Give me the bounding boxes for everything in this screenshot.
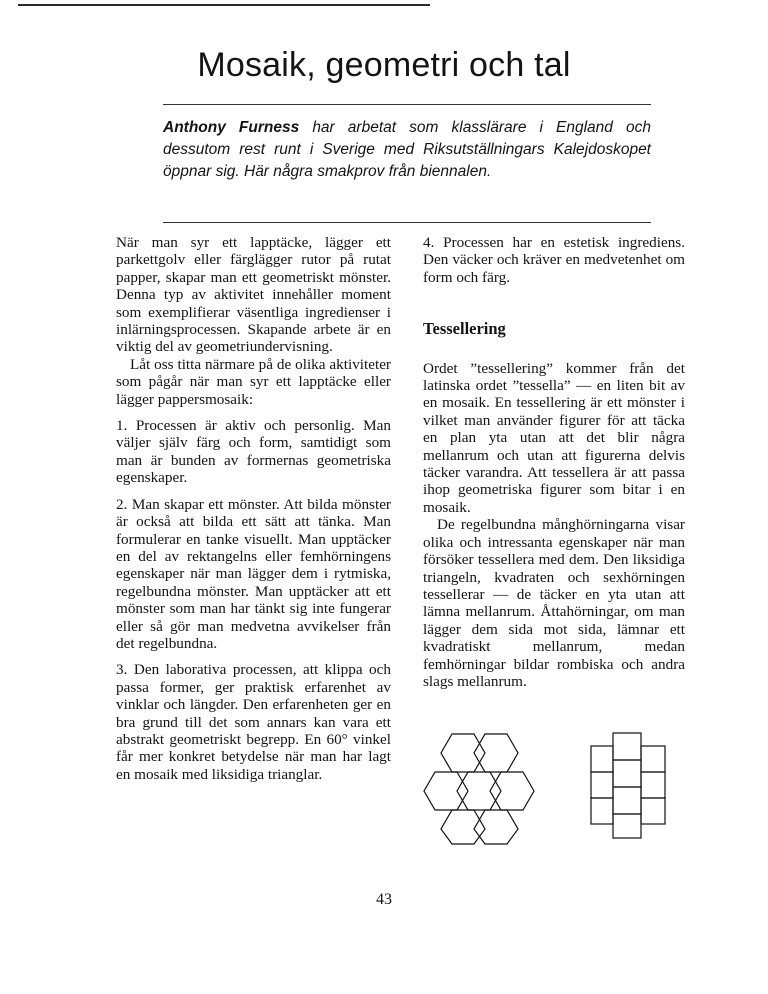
hexagon-tessellation-figure: [423, 730, 548, 846]
square-tile: [591, 746, 613, 772]
hexagon: [441, 734, 485, 772]
hexagon: [490, 772, 534, 810]
right-column: [423, 234, 685, 690]
square-tile: [613, 733, 641, 760]
square-tile: [591, 772, 613, 798]
square-tile: [641, 746, 665, 772]
square-tile: [641, 798, 665, 824]
intro-paragraph: [163, 117, 651, 183]
left-paragraph-2: Låt oss titta närmare på de olika aktiviteter som pågår när man syr ett lapptäcke eller lägger pappersmosaik:: [116, 355, 391, 408]
intro-bottom-rule: [163, 222, 651, 223]
list-item-3: 3. Den laborativa processen, att klippa och passa former, ger praktisk erfarenhet av vinklar och längder. Den erfarenheten ger en bra grund till det som annars kan vara ett abstrakt geometriskt begrepp. En 60° vinkel får mer konkret betydelse när man har lagt en mosaik med liksidiga trianglar.: [116, 661, 391, 783]
page-title: Mosaik, geometri och tal: [197, 46, 571, 84]
square-tile: [591, 798, 613, 824]
square-tile: [641, 772, 665, 798]
square-tile: [613, 814, 641, 838]
left-paragraph-1: När man syr ett lapptäcke, lägger ett parkettgolv eller färglägger rutor på rutat papper, skapar man ett geometriskt mönster. Denna typ av aktivitet innehåller moment som exemplifierar väsentliga ingredienser i inlärningsprocessen. Skapande arbete är en viktig del av geometriundervisning.: [116, 234, 391, 356]
square-tessellation-figure: [589, 730, 671, 842]
list-item-4: 4. Processen har en estetisk ingrediens. Den väcker och kräver en medvetenhet om form och färg.: [423, 234, 685, 286]
list-item-2: 2. Man skapar ett mönster. Att bilda mönster är också att bilda ett sätt att tänka. Man formulerar en tanke visuellt. Man upptäcker en del av rektangelns eller femhörningens egenskaper när man lägger dem i rytmiska, regelbundna mönster. Man upptäcker att ett mönster som man har tänkt sig inte fungerar eller så gör man medvetna avvikelser från det regelbundna.: [116, 495, 391, 652]
hexagon: [457, 772, 501, 810]
author-name: Anthony Furness: [163, 119, 300, 136]
hexagon: [474, 734, 518, 772]
header-rule: [18, 4, 430, 6]
section-heading-tessellering: Tessellering: [423, 319, 506, 339]
hexagon: [474, 810, 518, 844]
page-number: 43: [376, 891, 392, 908]
list-item-1: 1. Processen är aktiv och personlig. Man väljer själv färg och form, samtidigt som man är bunden av formernas geometriska egenskaper.: [116, 417, 391, 487]
intro-top-rule: [163, 104, 651, 105]
intro-text: har arbetat som klasslärare i England och dessutom rest runt i Sverige med Riksutställningars Kalejdoskopet öppnar sig. Här några smakprov från biennalen.: [163, 119, 651, 180]
square-tile: [613, 787, 641, 814]
right-paragraph-2: De regelbundna månghörningarna visar olika och intressanta egenskaper när man försöker tessellera med dem. Den liksidiga triangeln, kvadraten och sexhörningen tessellerar — de täcker en yta utan att lämna mellanrum. Åttahörningar, om man lägger dem sida mot sida, lämnar ett kvadratiskt mellanrum, medan femhörningar bildar rombiska och andra slags mellanrum.: [423, 516, 685, 690]
tessellation-figures: [423, 730, 685, 850]
hexagon: [441, 810, 485, 844]
left-column: [116, 234, 391, 783]
square-tile: [613, 760, 641, 787]
right-paragraph-1: Ordet ”tessellering” kommer från det latinska ordet ”tessella” — en liten bit av en mosaik. En tessellering är ett mönster i vilket man använder figurer för att täcka en plan yta utan att det blir några mellanrum och utan att figurerna delvis täcker varandra. Att tessellera är att passa ihop geometriska figurer som bitar i en mosaik.: [423, 359, 685, 516]
hexagon: [424, 772, 468, 810]
